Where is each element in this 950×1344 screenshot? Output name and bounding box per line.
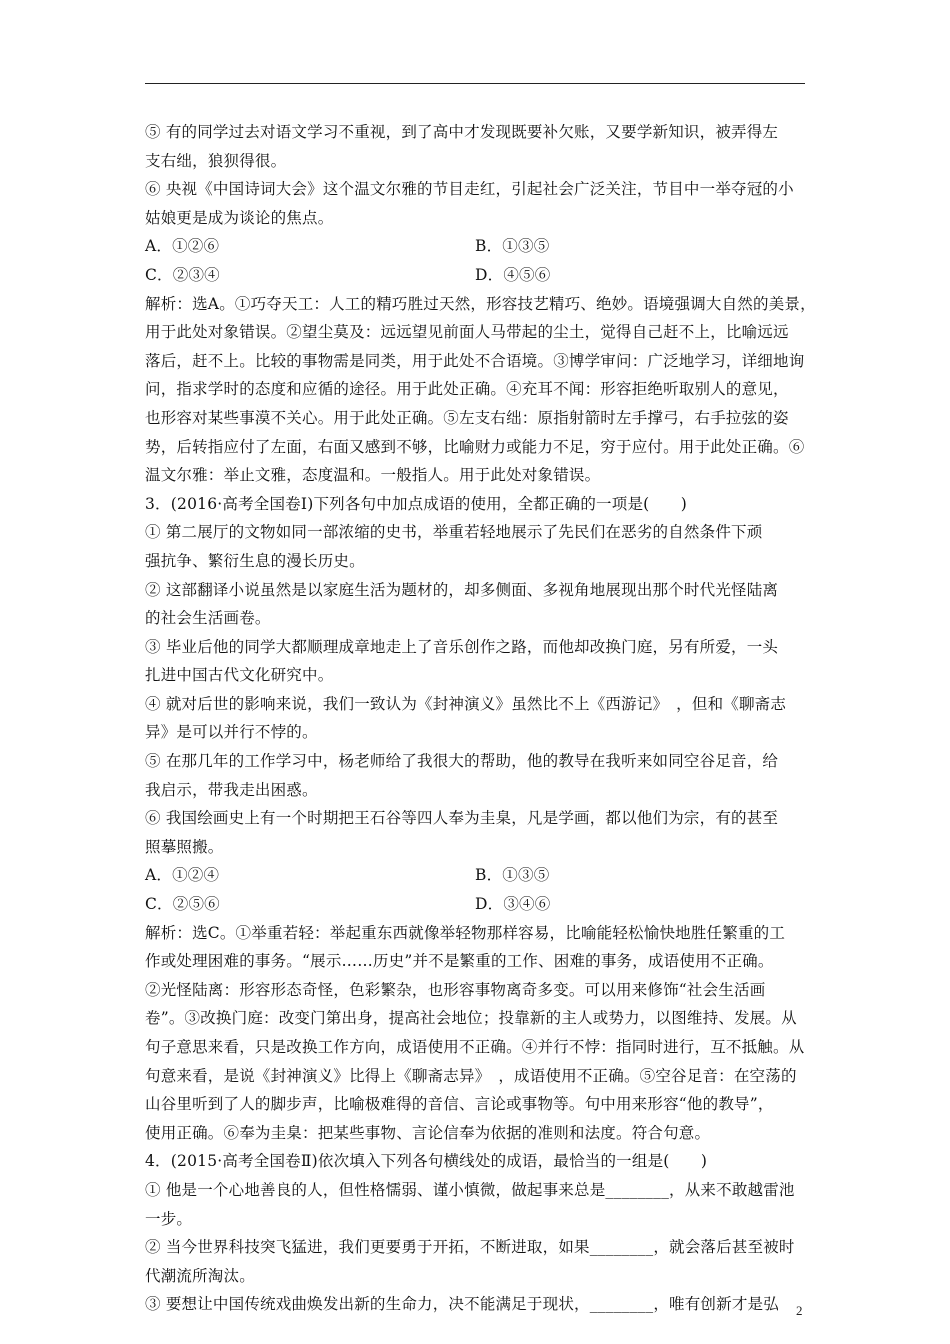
q3-line: 的社会生活画卷。	[145, 609, 271, 628]
text-line: 支右绌，狼狈得很。	[145, 151, 287, 170]
q3-line: ① 第二展厅的文物如同一部浓缩的史书，举重若轻地展示了先民们在恶劣的自然条件下顽	[145, 523, 763, 542]
q3-line: ⑤ 在那几年的工作学习中，杨老师给了我很大的帮助，他的教导在我听来如同空谷足音，给	[145, 752, 779, 771]
page-content	[145, 118, 816, 1319]
q4-line: 代潮流所淘汰。	[145, 1266, 255, 1285]
q3-options-row	[145, 890, 805, 919]
q4-line: 一步。	[145, 1209, 193, 1228]
q3-analysis-line: ②光怪陆离：形容形态奇怪，色彩繁杂，也形容事物离奇多变。可以用来修饰“社会生活画	[145, 980, 766, 999]
q2-analysis-line: 势，后转指应付了左面，右面又感到不够，比喻财力或能力不足，穷于应付。用于此处正确。⑥	[145, 437, 805, 456]
header-rule	[145, 83, 805, 84]
q2-options-row	[145, 261, 805, 290]
q2-analysis-line: 温文尔雅：举止文雅，态度温和。一般指人。用于此处对象错误。	[145, 466, 601, 485]
q2-analysis-line: 解析：选A。①巧夺天工：人工的精巧胜过天然，形容技艺精巧、绝妙。语境强调大自然的美景，	[145, 294, 816, 313]
q3-options-row	[145, 861, 805, 890]
q3-line: ⑥ 我国绘画史上有一个时期把王石谷等四人奉为圭臬，凡是学画，都以他们为宗，有的甚至	[145, 809, 779, 828]
q3-analysis-line: 使用正确。⑥奉为圭臬：把某些事物、言论信奉为依据的准则和法度。符合句意。	[145, 1123, 711, 1142]
q3-line: 异》是可以并行不悖的。	[145, 723, 318, 742]
q4-question-title: 4．(2015·高考全国卷Ⅱ)依次填入下列各句横线处的成语，最恰当的一组是( )	[145, 1152, 708, 1171]
q3-line: ② 这部翻译小说虽然是以家庭生活为题材的，却多侧面、多视角地展现出那个时代光怪陆离	[145, 580, 779, 599]
q2-analysis-line: 落后，赶不上。比较的事物需是同类，用于此处不合语境。③博学审问：广泛地学习，详细地询	[145, 351, 805, 370]
page-number: 2	[796, 1303, 803, 1318]
q3-option-a: A．①②④	[145, 866, 220, 885]
q4-line: ② 当今世界科技突飞猛进，我们更要勇于开拓，不断进取，如果________，就会落后甚至被时	[145, 1238, 795, 1257]
q3-question-title: 3．(2016·高考全国卷Ⅰ)下列各句中加点成语的使用，全都正确的一项是( )	[145, 494, 688, 513]
q3-analysis-line: 句子意思来看，只是改换工作方向，成语使用不正确。④并行不悖：指同时进行，互不抵触。从	[145, 1038, 805, 1056]
q3-analysis-line: 句意来看，是说《封神演义》比得上《聊斋志异》 ，成语使用不正确。⑤空谷足音：在空荡的	[145, 1066, 797, 1085]
text-line: 姑娘更是成为谈论的焦点。	[145, 208, 334, 227]
q2-analysis-line: 问，指求学时的态度和应循的途径。用于此处正确。④充耳不闻：形容拒绝听取别人的意见，	[145, 380, 789, 399]
q4-line: ③ 要想让中国传统戏曲焕发出新的生命力，决不能满足于现状，________，唯有创新才是弘	[145, 1295, 779, 1314]
q2-option-c: C．②③④	[145, 265, 220, 284]
q3-option-b: B．①③⑤	[475, 866, 550, 885]
q2-option-a: A．①②⑥	[145, 237, 220, 256]
q2-options-row	[145, 232, 805, 261]
q3-analysis-line: 山谷里听到了人的脚步声，比喻极难得的音信、言论或事物等。句中用来形容“他的教导”，	[145, 1095, 774, 1114]
q3-analysis-line: 作或处理困难的事务。“展示……历史”并不是繁重的工作、困难的事务，成语使用不正确。	[145, 952, 774, 971]
q4-line: ① 他是一个心地善良的人，但性格懦弱、谨小慎微，做起事来总是________，从来不敢越雷池	[145, 1180, 795, 1199]
q2-analysis-line: 也形容对某些事漠不关心。用于此处正确。⑤左支右绌：原指射箭时左手撑弓，右手拉弦的姿	[145, 408, 789, 427]
q3-analysis-line: 卷”。③改换门庭：改变门第出身，提高社会地位；投靠新的主人或势力，以图维持、发展。从	[145, 1009, 797, 1028]
text-line: ⑥ 央视《中国诗词大会》这个温文尔雅的节目走红，引起社会广泛关注，节目中一举夺冠的小	[145, 180, 794, 199]
q3-line: 扎进中国古代文化研究中。	[145, 666, 334, 685]
q2-analysis-line: 用于此处对象错误。②望尘莫及：远远望见前面人马带起的尘土，觉得自己赶不上，比喻远远	[145, 323, 789, 342]
q3-analysis-line: 解析：选C。①举重若轻：举起重东西就像举轻物那样容易，比喻能轻松愉快地胜任繁重的工	[145, 923, 786, 942]
q3-line: ④ 就对后世的影响来说，我们一致认为《封神演义》虽然比不上《西游记》 ，但和《聊斋志	[145, 694, 787, 713]
q3-line: 我启示，带我走出困惑。	[145, 780, 318, 799]
q3-line: ③ 毕业后他的同学大都顺理成章地走上了音乐创作之路，而他却改换门庭，另有所爱，一头	[145, 637, 779, 656]
q2-option-b: B．①③⑤	[475, 237, 550, 256]
q3-line: 照摹照搬。	[145, 837, 224, 856]
q3-option-c: C．②⑤⑥	[145, 895, 220, 914]
q2-option-d: D．④⑤⑥	[475, 265, 551, 284]
q3-option-d: D．③④⑥	[475, 895, 551, 914]
text-line: ⑤ 有的同学过去对语文学习不重视，到了高中才发现既要补欠账，又要学新知识，被弄得左	[145, 123, 779, 141]
q3-line: 强抗争、繁衍生息的漫长历史。	[145, 551, 365, 570]
